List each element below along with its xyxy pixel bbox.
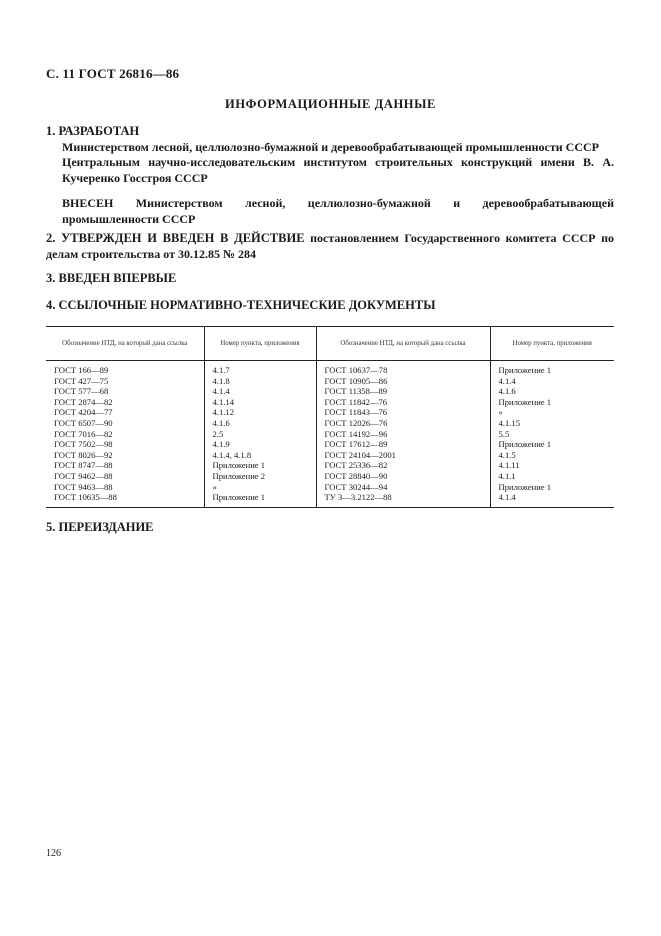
cell-document-left: ГОСТ 9462—88 — [54, 470, 113, 481]
table-row — [46, 407, 614, 418]
cell-document-left: ГОСТ 4204—77 — [54, 407, 113, 418]
table-row — [46, 471, 614, 482]
cell-item-right: 4.1.4 — [490, 492, 614, 507]
table-row — [46, 397, 614, 408]
header-item-left: Номер пункта, приложения — [204, 327, 316, 361]
page-header: С. 11 ГОСТ 26816—86 — [46, 66, 180, 81]
section-references — [46, 298, 614, 314]
cell-document-right: ГОСТ 28840—90 — [316, 471, 490, 482]
cell-item-left: 4.1.8 — [204, 376, 316, 387]
cell-document-left: ГОСТ 6507—90 — [54, 417, 113, 428]
cell-item-right: » — [490, 407, 614, 418]
cell-document-left: ГОСТ 8747—88 — [54, 460, 113, 471]
section-first-introduced — [46, 271, 614, 287]
header-document-right: Обозначение НТД, на который дана ссылка — [316, 327, 490, 361]
cell-item-left: 4.1.4, 4.1.8 — [204, 450, 316, 461]
developer-ministry: Министерством лесной, целлюлозно-бумажной и деревообрабатывающей промышленности СССР — [62, 139, 599, 154]
cell-item-right: 4.1.4 — [490, 376, 614, 387]
cell-document-right: ГОСТ 14192—96 — [316, 429, 490, 440]
cell-item-left: 4.1.14 — [204, 397, 316, 408]
header-item-right: Номер пункта, приложения — [490, 327, 614, 361]
cell-item-right: 4.1.6 — [490, 386, 614, 397]
cell-item-right: Приложение 1 — [490, 482, 614, 493]
section-reissue — [46, 520, 614, 536]
cell-item-left: Приложение 2 — [204, 471, 316, 482]
cell-document-right: ГОСТ 30244—94 — [316, 482, 490, 493]
cell-item-right: Приложение 1 — [490, 439, 614, 450]
developer-institute: Центральным научно-исследовательским институтом строительных конструкций имени В. А. Кучеренко Госстроя СССР — [62, 155, 614, 185]
section-4-heading: 4. ССЫЛОЧНЫЕ НОРМАТИВНО-ТЕХНИЧЕСКИЕ ДОКУМЕНТЫ — [46, 298, 436, 312]
section-3-heading: 3. ВВЕДЕН ВПЕРВЫЕ — [46, 271, 177, 285]
cell-document-right: ГОСТ 25336—82 — [316, 460, 490, 471]
cell-item-left: Приложение 1 — [204, 460, 316, 471]
cell-document-right: ТУ 3—3.2122—88 — [316, 492, 490, 507]
cell-item-left: 4.1.9 — [204, 439, 316, 450]
cell-document-right: ГОСТ 11843—76 — [316, 407, 490, 418]
cell-document-right: ГОСТ 10905—86 — [316, 376, 490, 387]
cell-document-right: ГОСТ 10637—78 — [316, 361, 490, 376]
cell-document-left: ГОСТ 9463—88 — [54, 481, 113, 492]
section-approved — [46, 231, 614, 262]
cell-item-left: » — [204, 482, 316, 493]
cell-item-left: 4.1.6 — [204, 418, 316, 429]
document-title: ИНФОРМАЦИОННЫЕ ДАННЫЕ — [225, 97, 436, 111]
table-row — [46, 386, 614, 397]
cell-item-right: 4.1.5 — [490, 450, 614, 461]
cell-document-left: ГОСТ 577—68 — [54, 386, 109, 397]
cell-item-right: 4.1.1 — [490, 471, 614, 482]
cell-document-right: ГОСТ 11358—89 — [316, 386, 490, 397]
introduced-by: ВНЕСЕН Министерством лесной, целлюлозно-бумажной и деревообрабатывающей промышленности СССР — [62, 196, 614, 226]
cell-item-left: 4.1.4 — [204, 386, 316, 397]
cell-item-right: 5.5 — [490, 429, 614, 440]
table-row — [46, 376, 614, 387]
table-row — [46, 460, 614, 471]
cell-document-left: ГОСТ 2874—82 — [54, 396, 113, 407]
cell-document-right: ГОСТ 12026—76 — [316, 418, 490, 429]
cell-document-left: ГОСТ 166—89 — [54, 365, 109, 375]
section-2-heading: 2. УТВЕРЖДЕН И ВВЕДЕН В ДЕЙСТВИЕ — [46, 231, 305, 245]
table-row — [46, 492, 614, 507]
cell-document-left: ГОСТ 8026—92 — [54, 449, 113, 460]
cell-document-left: ГОСТ 7016—82 — [54, 428, 113, 439]
cell-document-right: ГОСТ 17612—89 — [316, 439, 490, 450]
table-row — [46, 418, 614, 429]
references-table-body — [46, 361, 614, 508]
section-1-heading: 1. РАЗРАБОТАН — [46, 124, 140, 138]
cell-document-right: ГОСТ 11842—76 — [316, 397, 490, 408]
cell-document-left: ГОСТ 7502—98 — [54, 439, 113, 450]
cell-document-left: ГОСТ 427—75 — [54, 375, 109, 386]
cell-item-left: 2.5 — [204, 429, 316, 440]
section-5-heading: 5. ПЕРЕИЗДАНИЕ — [46, 520, 154, 534]
references-table — [46, 326, 614, 508]
table-row — [46, 361, 614, 376]
page-number: 126 — [46, 848, 61, 859]
cell-item-left: 4.1.7 — [204, 361, 316, 376]
table-row — [46, 482, 614, 493]
cell-item-left: 4.1.12 — [204, 407, 316, 418]
cell-item-right: 4.1.15 — [490, 418, 614, 429]
section-developed — [46, 124, 614, 227]
table-row — [46, 439, 614, 450]
cell-item-right: 4.1.11 — [490, 460, 614, 471]
table-header-row — [46, 327, 614, 361]
cell-item-left: Приложение 1 — [204, 492, 316, 507]
cell-item-right: Приложение 1 — [490, 397, 614, 408]
cell-document-right: ГОСТ 24104—2001 — [316, 450, 490, 461]
cell-document-left: ГОСТ 10635—88 — [46, 492, 204, 507]
table-row — [46, 429, 614, 440]
table-row — [46, 450, 614, 461]
cell-item-right: Приложение 1 — [490, 361, 614, 376]
approval-text: постановлением Государственного комитета СССР по делам строительства от 30.12.85 № 284 — [46, 231, 614, 261]
header-document-left: Обозначение НТД, на который дана ссылка — [46, 327, 204, 361]
